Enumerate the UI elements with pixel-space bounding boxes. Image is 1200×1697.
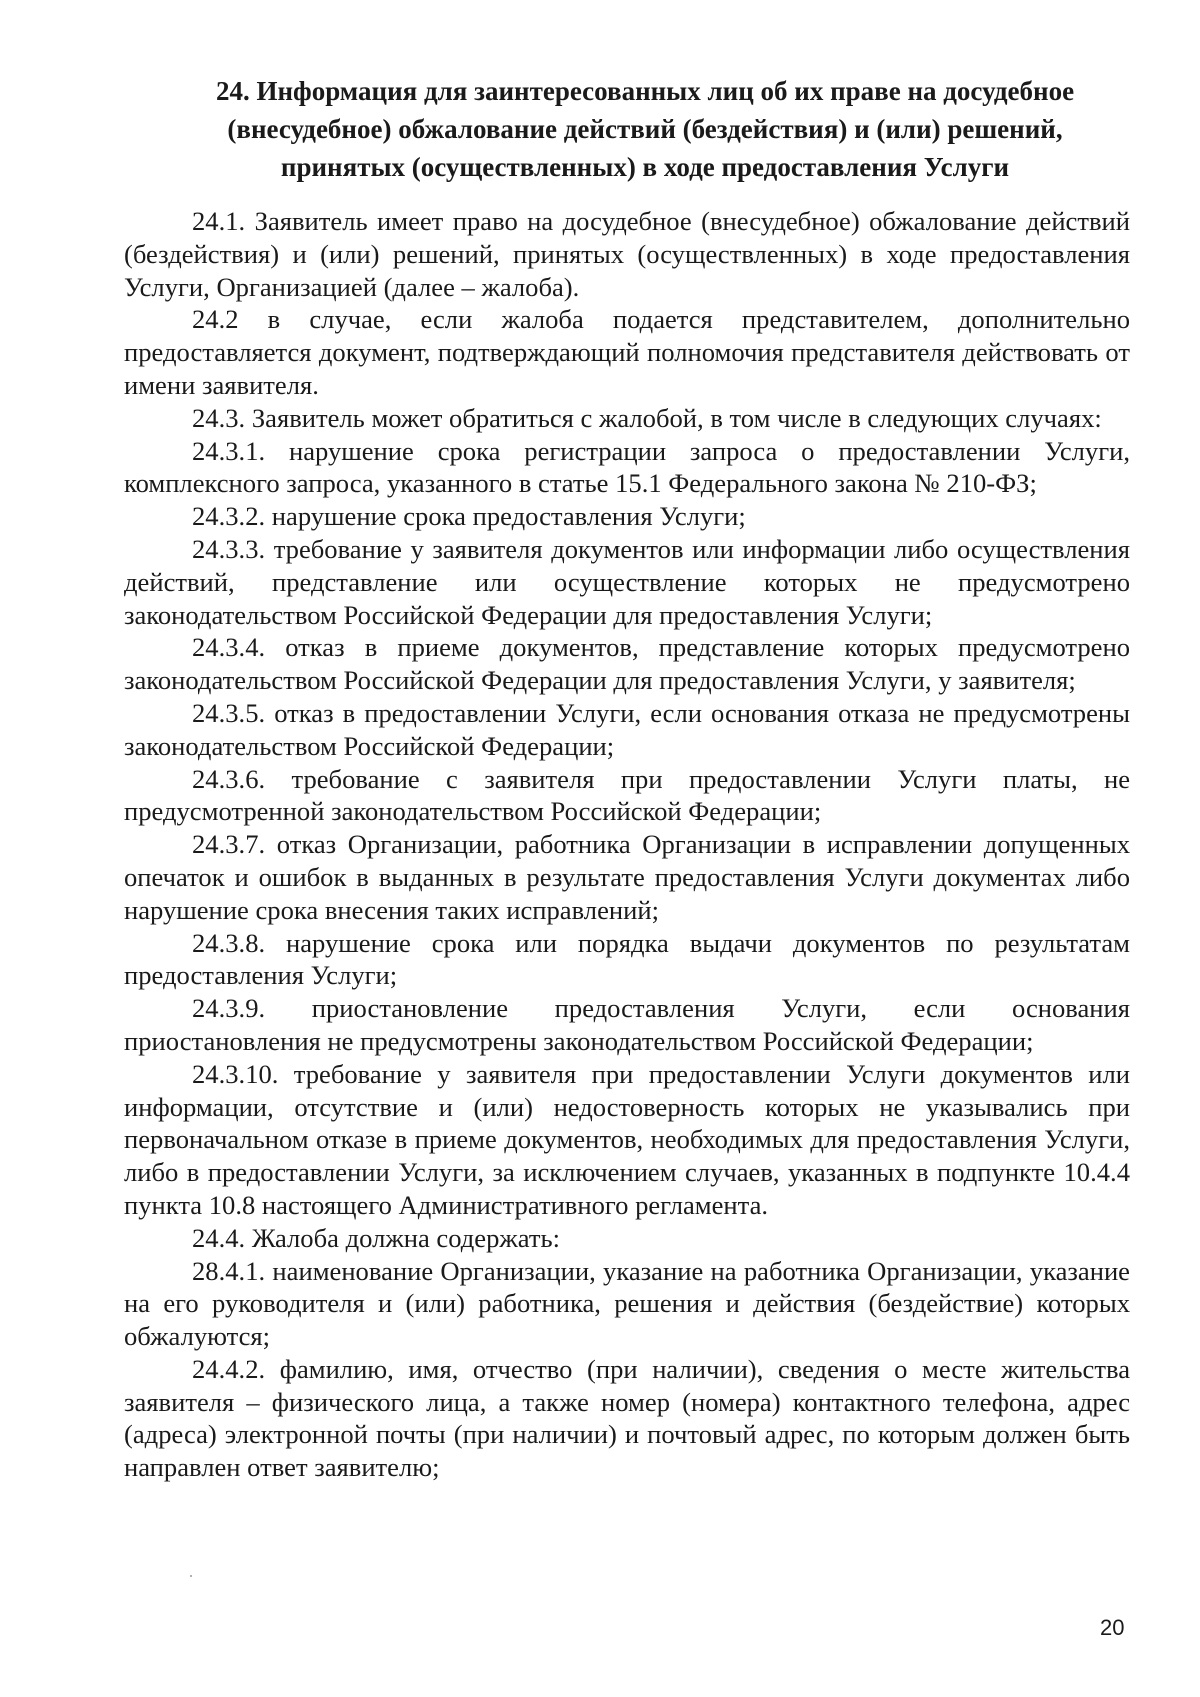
paragraph-24-3-9: 24.3.9. приостановление предоставления Услуги, если основания приостановления не предусмотрены законодательством Российской Федерации; bbox=[124, 993, 1130, 1056]
scan-speck bbox=[190, 1575, 192, 1577]
paragraph-28-4-1: 28.4.1. наименование Организации, указание на работника Организации, указание на его руководителя и (или) работника, решения и действия (бездействие) которых обжалуются; bbox=[124, 1255, 1130, 1352]
section-heading bbox=[160, 72, 1130, 186]
paragraph-24-3-5: 24.3.5. отказ в предоставлении Услуги, если основания отказа не предусмотрены законодательством Российской Федерации; bbox=[124, 697, 1130, 761]
paragraph-24-3-4: 24.3.4. отказ в приеме документов, представление которых предусмотрено законодательством Российской Федерации для предоставления Услуги, у заявителя; bbox=[124, 632, 1130, 696]
page-number: 20 bbox=[1100, 1615, 1125, 1640]
heading-line-1: 24. Информация для заинтересованных лиц об их праве на досудебное bbox=[215, 76, 1075, 106]
heading-line-2: (внесудебное) обжалование действий (бездействия) и (или) решений, bbox=[227, 114, 1063, 144]
paragraph-24-3-6: 24.3.6. требование с заявителя при предоставлении Услуги платы, не предусмотренной законодательством Российской Федерации; bbox=[124, 763, 1130, 827]
paragraph-24-3-3: 24.3.3. требование у заявителя документов или информации либо осуществления действий, представление или осуществление которых не предусмотрено законодательством Российской Федерации для предоставления Услуги; bbox=[124, 533, 1130, 630]
paragraph-24-3-7: 24.3.7. отказ Организации, работника Организации в исправлении допущенных опечаток и ошибок в выданных в результате предоставления Услуги документах либо нарушение срока внесения таких исправлений; bbox=[124, 829, 1130, 925]
paragraph-24-1: 24.1. Заявитель имеет право на досудебное (внесудебное) обжалование действий (бездействия) и (или) решений, принятых (осуществленных) в ходе предоставления Услуги, Организацией (далее – жалоба). bbox=[124, 206, 1130, 302]
paragraph-24-2: 24.2 в случае, если жалоба подается представителем, дополнительно предоставляется документ, подтверждающий полномочия представителя действовать от имени заявителя. bbox=[124, 304, 1130, 400]
paragraph-24-3-8: 24.3.8. нарушение срока или порядка выдачи документов по результатам предоставления Услуги; bbox=[124, 927, 1130, 991]
heading-line-3: принятых (осуществленных) в ходе предоставления Услуги bbox=[280, 152, 1010, 182]
paragraph-24-3-10: 24.3.10. требование у заявителя при предоставлении Услуги документов или информации, отсутствие и (или) недостоверность которых не указывались при первоначальном отказе в приеме документов, необходимых для предоставления Услуги, либо в предоставлении Услуги, за исключением случаев, указанных в подпункте 10.4.4 пункта 10.8 настоящего Административного регламента. bbox=[124, 1058, 1130, 1220]
paragraph-24-3: 24.3. Заявитель может обратиться с жалобой, в том числе в следующих случаях: bbox=[192, 402, 1102, 433]
paragraph-24-3-2: 24.3.2. нарушение срока предоставления Услуги; bbox=[192, 501, 746, 532]
document-body bbox=[124, 205, 1130, 1484]
paragraph-24-3-1: 24.3.1. нарушение срока регистрации запроса о предоставлении Услуги, комплексного запроса, указанного в статье 15.1 Федерального закона № 210-ФЗ; bbox=[124, 435, 1130, 499]
paragraph-24-4: 24.4. Жалоба должна содержать: bbox=[192, 1222, 560, 1253]
paragraph-24-4-2: 24.4.2. фамилию, имя, отчество (при наличии), сведения о месте жительства заявителя – физического лица, а также номер (номера) контактного телефона, адрес (адреса) электронной почты (при наличии) и почтовый адрес, по которым должен быть направлен ответ заявителю; bbox=[124, 1353, 1130, 1483]
